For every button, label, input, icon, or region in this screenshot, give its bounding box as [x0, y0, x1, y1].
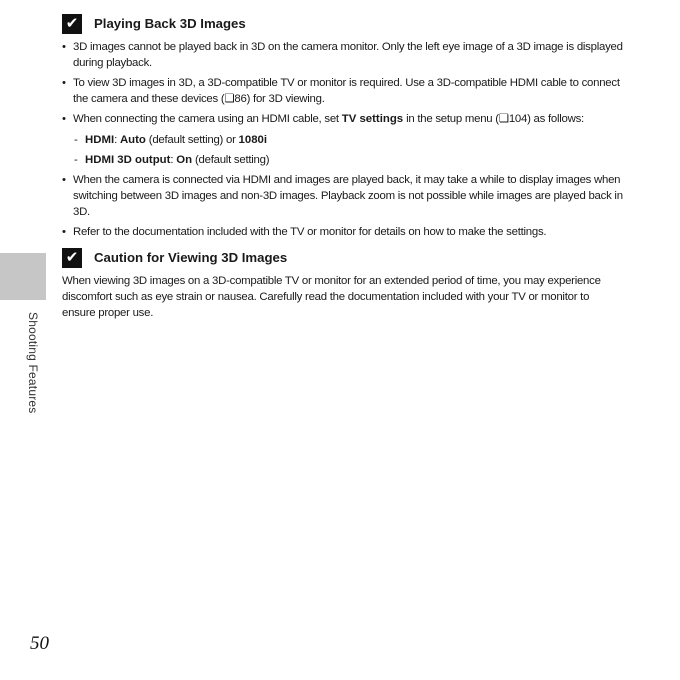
section-label: Shooting Features: [26, 312, 40, 414]
menu-option-name: TV settings: [341, 113, 404, 125]
list-item: • 3D images cannot be played back in 3D on the camera monitor. Only the left eye image of a 3D image is displayed during playback.: [62, 39, 624, 71]
list-item: • When connecting the camera using an HDMI cable, set TV settings in the setup menu (❏104) as follows: - HDMI: Auto (default setting) or 1080i - HDMI 3D output: On (default setting): [62, 111, 624, 168]
list-item: • When the camera is connected via HDMI and images are played back, it may take a while to display images when switching between 3D images and non-3D images. Playback zoom is not possible while images are played back in 3D.: [62, 172, 624, 220]
reference-icon: ❏: [224, 93, 235, 105]
check-note-icon: ✔: [62, 14, 82, 34]
list-item: • Refer to the documentation included with the TV or monitor for details on how to make the settings.: [62, 224, 624, 240]
section-heading-playback-3d: [62, 14, 624, 34]
list-item: • To view 3D images in 3D, a 3D-compatible TV or monitor is required. Use a 3D-compatible HDMI cable to connect the camera and these devices (❏86) for 3D viewing.: [62, 75, 624, 107]
heading-text: Caution for Viewing 3D Images: [94, 250, 288, 265]
list-item: - HDMI: Auto (default setting) or 1080i: [73, 132, 624, 148]
settings-sublist: [73, 132, 624, 168]
page-reference: 86: [234, 93, 247, 105]
section-heading-caution: [62, 248, 624, 268]
side-tab: [0, 253, 46, 300]
page-content: [62, 14, 624, 321]
reference-icon: ❏: [498, 113, 509, 125]
page-number: 50: [30, 633, 49, 654]
caution-paragraph: When viewing 3D images on a 3D-compatible TV or monitor for an extended period of time, you may experience discomfort such as eye strain or nausea. Carefully read the documentation included with your TV or monitor to ensure proper use.: [62, 275, 601, 319]
page-reference: 104: [508, 113, 528, 125]
list-item: - HDMI 3D output: On (default setting): [73, 152, 624, 168]
heading-text: Playing Back 3D Images: [94, 16, 246, 31]
check-note-icon: ✔: [62, 248, 82, 268]
playback-notes-list: [62, 39, 624, 240]
